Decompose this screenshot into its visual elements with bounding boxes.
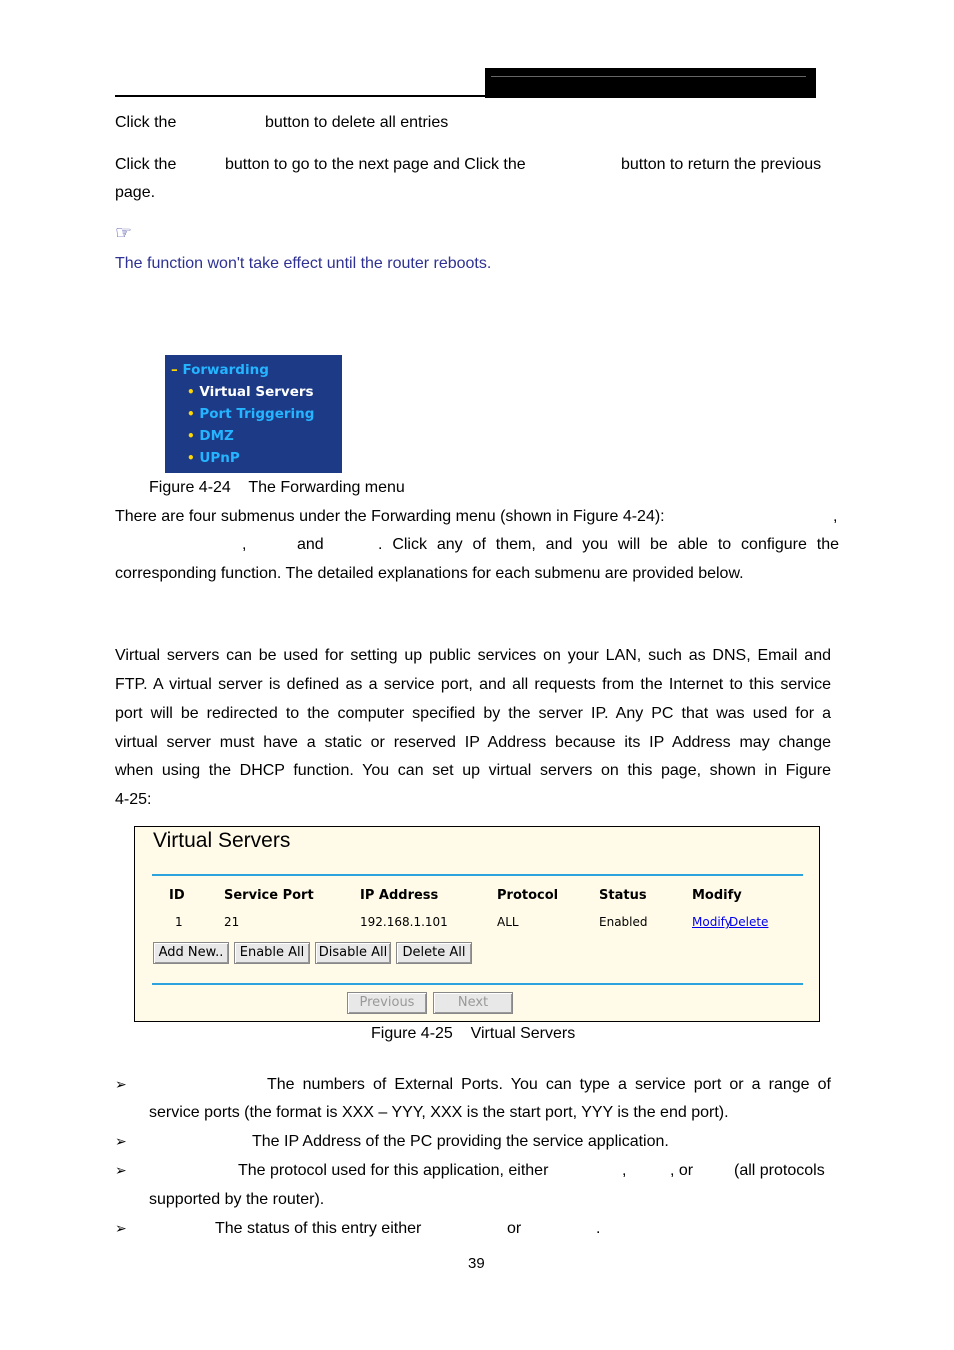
vs-para-line: Virtual servers can be used for setting up public services on your LAN, such as DNS, Email and (115, 647, 831, 664)
forwarding-menu-image (165, 355, 342, 473)
cell-ip-address: 192.168.1.101 (360, 915, 448, 929)
vs-para-line: virtual server must have a static or reserved IP Address because its IP Address may change (115, 734, 831, 751)
intro-line2-a: Click the (115, 156, 177, 173)
vs-para-line: FTP. A virtual server is defined as a service port, and all requests from the Internet to this service (115, 676, 831, 693)
menu-item-virtual-servers (187, 384, 314, 400)
forwarding-menu-title: Forwarding (182, 362, 269, 378)
column-header-id: ID (169, 888, 185, 903)
add-new-button[interactable]: Add New.. (153, 942, 229, 964)
bullet1-line1: The numbers of External Ports. You can type a service port or a range of (267, 1076, 831, 1093)
vs-para-line: 4-25: (115, 791, 152, 808)
delete-link[interactable]: Delete (729, 915, 769, 929)
arrow-bullet-icon: ➢ (115, 1162, 127, 1178)
virtual-servers-screenshot (134, 826, 820, 1022)
menu-item-dmz (187, 428, 234, 444)
page-number: 39 (468, 1255, 485, 1272)
bullet2-text: The IP Address of the PC providing the service application. (252, 1133, 669, 1150)
previous-button[interactable]: Previous (347, 992, 427, 1014)
menu-item-label: UPnP (199, 450, 240, 466)
disable-all-button[interactable]: Disable All (315, 942, 391, 964)
vs-para-line: when using the DHCP function. You can set up virtual servers on this page, shown in Figure (115, 762, 831, 779)
submenus-line1: There are four submenus under the Forwarding menu (shown in Figure 4-24): (115, 508, 665, 525)
bullet-icon: • (187, 407, 195, 421)
bullet1-line2: service ports (the format is XXX – YYY, XXX is the start port, YYY is the end port). (149, 1104, 729, 1121)
forwarding-menu-title-row (171, 362, 269, 378)
arrow-bullet-icon: ➢ (115, 1076, 127, 1092)
bullet3-text-a: The protocol used for this application, either (238, 1162, 549, 1179)
figure-24-caption: Figure 4-24 The Forwarding menu (149, 479, 405, 496)
column-header-service-port: Service Port (224, 888, 314, 903)
bullet4-text-c: . (596, 1220, 601, 1237)
intro-line2-d: page. (115, 184, 156, 201)
intro-line1-post: button to delete all entries (265, 114, 449, 131)
bullet3-text-d: (all protocols (734, 1162, 825, 1179)
arrow-bullet-icon: ➢ (115, 1220, 127, 1236)
header-bar (485, 68, 816, 98)
bullet3-line2: supported by the router). (149, 1191, 325, 1208)
bullet4-text-a: The status of this entry either (215, 1220, 422, 1237)
menu-item-port-triggering (187, 406, 314, 422)
vs-para-line: port will be redirected to the computer specified by the server IP. Any PC that was used for a (115, 705, 831, 722)
bullet4-text-b: or (507, 1220, 522, 1237)
next-button[interactable]: Next (433, 992, 513, 1014)
virtual-servers-title: Virtual Servers (153, 829, 291, 852)
bullet3-text-b: , (622, 1162, 627, 1179)
intro-line1-pre: Click the (115, 114, 177, 131)
menu-item-upnp (187, 450, 240, 466)
menu-item-label: DMZ (199, 428, 234, 444)
divider-line (152, 874, 803, 876)
column-header-protocol: Protocol (497, 888, 559, 903)
header-rule (115, 95, 487, 97)
modify-link[interactable]: Modify (692, 915, 732, 929)
figure-25-caption: Figure 4-25 Virtual Servers (371, 1025, 576, 1042)
column-header-modify: Modify (692, 888, 742, 903)
intro-line2-c: button to return the previous (621, 156, 822, 173)
submenus-line2-and: and (297, 536, 324, 553)
cell-status: Enabled (599, 915, 648, 929)
submenus-line3: corresponding function. The detailed explanations for each submenu are provided below. (115, 565, 744, 582)
submenus-line2-rest: . Click any of them, and you will be able to configure the (378, 536, 839, 553)
enable-all-button[interactable]: Enable All (234, 942, 310, 964)
note-text: The function won't take effect until the router reboots. (115, 255, 492, 272)
menu-item-label: Virtual Servers (199, 384, 314, 400)
intro-line2-b: button to go to the next page and Click the (225, 156, 526, 173)
bullet-icon: • (187, 385, 195, 399)
bullet3-text-c: , or (670, 1162, 694, 1179)
bullet-icon: • (187, 451, 195, 465)
collapse-dash-icon: – (171, 362, 178, 378)
column-header-ip-address: IP Address (360, 888, 439, 903)
menu-item-label: Port Triggering (199, 406, 315, 422)
bullet-icon: • (187, 429, 195, 443)
column-header-status: Status (599, 888, 647, 903)
divider-line (152, 983, 803, 985)
delete-all-button[interactable]: Delete All (396, 942, 472, 964)
arrow-bullet-icon: ➢ (115, 1133, 127, 1149)
cell-protocol: ALL (497, 915, 519, 929)
submenus-line1-comma: , (833, 508, 838, 525)
pointing-hand-icon: ☞ (115, 223, 133, 244)
cell-id: 1 (175, 915, 183, 929)
submenus-line2-comma: , (242, 536, 247, 553)
cell-service-port: 21 (224, 915, 240, 929)
